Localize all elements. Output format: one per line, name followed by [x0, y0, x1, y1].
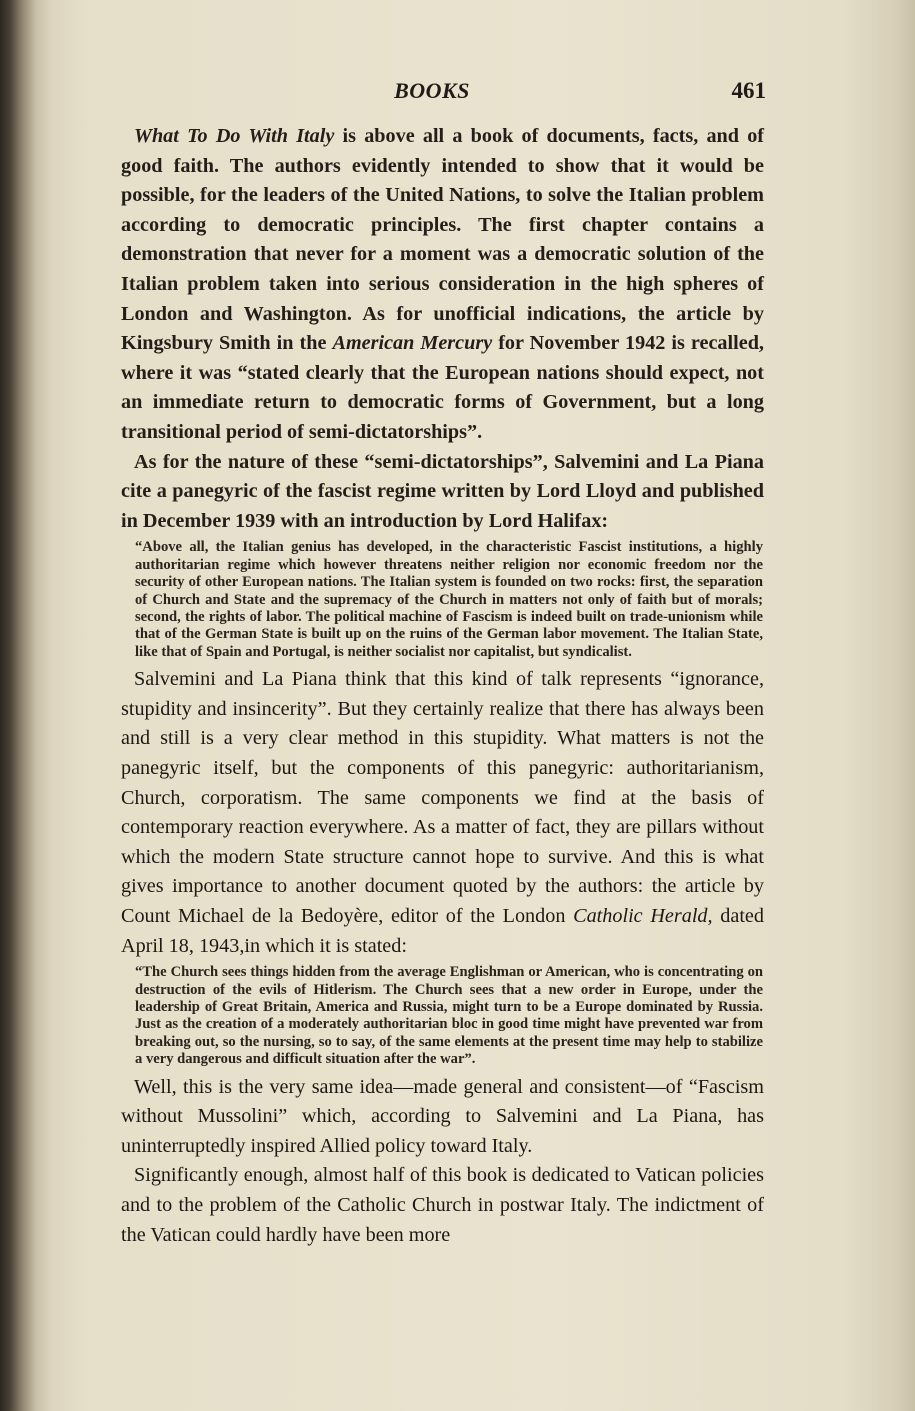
book-title-italic: What To Do With Italy — [134, 125, 335, 147]
running-title: BOOKS — [394, 78, 470, 103]
paragraph-3-text-b: dated April 18, 1943,in which it is stated: — [121, 904, 764, 957]
paragraph-3-text-a: Salvemini and La Piana think that this kind of talk represents “ignorance, stupidity and insincerity”. But they certainly realize that there has always been and still is a very clear method in this stupidity. What matters is not the panegyric itself, but the components of this panegyric: authoritarianism, Church, corporatism. The same components we find at the basis of contemporary reaction everywhere. As a matter of fact, they are pillars without which the modern State structure cannot hope to survive. And this is what gives importance to another document quoted by the authors: the article by Count Michael de la Bedoyère, editor of the London — [121, 668, 764, 927]
newspaper-title-italic: Catholic Herald, — [573, 904, 713, 927]
paragraph-4: Well, this is the very same idea—made general and consistent—of “Fascism without Mussolini” which, according to Salvemini and La Piana, has uninterruptedly inspired Allied policy toward Italy. — [121, 1075, 764, 1157]
paragraph-1 — [121, 122, 764, 448]
page-number: 461 — [731, 78, 766, 103]
block-quote-herald: “The Church sees things hidden from the average Englishman or American, who is concentrating on destruction of the evils of Hitlerism. The Church sees that a new order in Europe, under the leadership of Great Britain, America and Russia, might turn to be a Europe dominated by Russia. Just as the creation of a moderately authoritarian bloc in good time might have prevented war from breaking out, so the nursing, so to say, of the same elements at the present time may help to stabilize a very dangerous and difficult situation after the war”. — [135, 964, 763, 1068]
paragraph-1-text-a: is above all a book of documents, facts, and of good faith. The authors evidently intended to show that it would be possible, for the leaders of the United Nations, to solve the Italian problem according to democratic principles. The first chapter contains a demonstration that never for a moment was a democratic solution of the Italian problem taken into serious consideration in the high spheres of London and Washington. As for unofficial indications, the article by Kingsbury Smith in the — [121, 125, 765, 355]
body-text — [121, 122, 764, 1250]
paragraph-3 — [121, 665, 764, 961]
periodical-title-italic: American Mercury — [332, 332, 493, 355]
paragraph-5: Significantly enough, almost half of this book is dedicated to Vatican policies and to the problem of the Catholic Church in postwar Italy. The indictment of the Vatican could hardly have been more — [121, 1164, 764, 1246]
paragraph-2: As for the nature of these “semi-dictatorships”, Salvemini and La Piana cite a panegyric of the fascist regime written by Lord Lloyd and published in December 1939 with an introduction by Lord Halifax: — [121, 450, 764, 532]
block-quote-lloyd: “Above all, the Italian genius has developed, in the characteristic Fascist institutions, a highly authoritarian regime which however threatens neither religion nor economic freedom nor the security of other European nations. The Italian system is founded on two rocks: first, the separation of Church and State and the supremacy of the Church in matters not only of faith but of morals; second, the rights of labor. The political machine of Fascism is indeed built on trade-unionism while that of the German State is built up on the ruins of the German labor movement. The Italian State, like that of Spain and Portugal, is neither socialist nor capitalist, but syndicalist. — [135, 539, 763, 660]
running-head — [98, 78, 766, 108]
paragraph-1-text-b: for November 1942 is recalled, where it was “stated clearly that the European nations should expect, not an immediate return to democratic forms of Government, but a long transitional period of semi-dictatorships”. — [121, 332, 764, 443]
